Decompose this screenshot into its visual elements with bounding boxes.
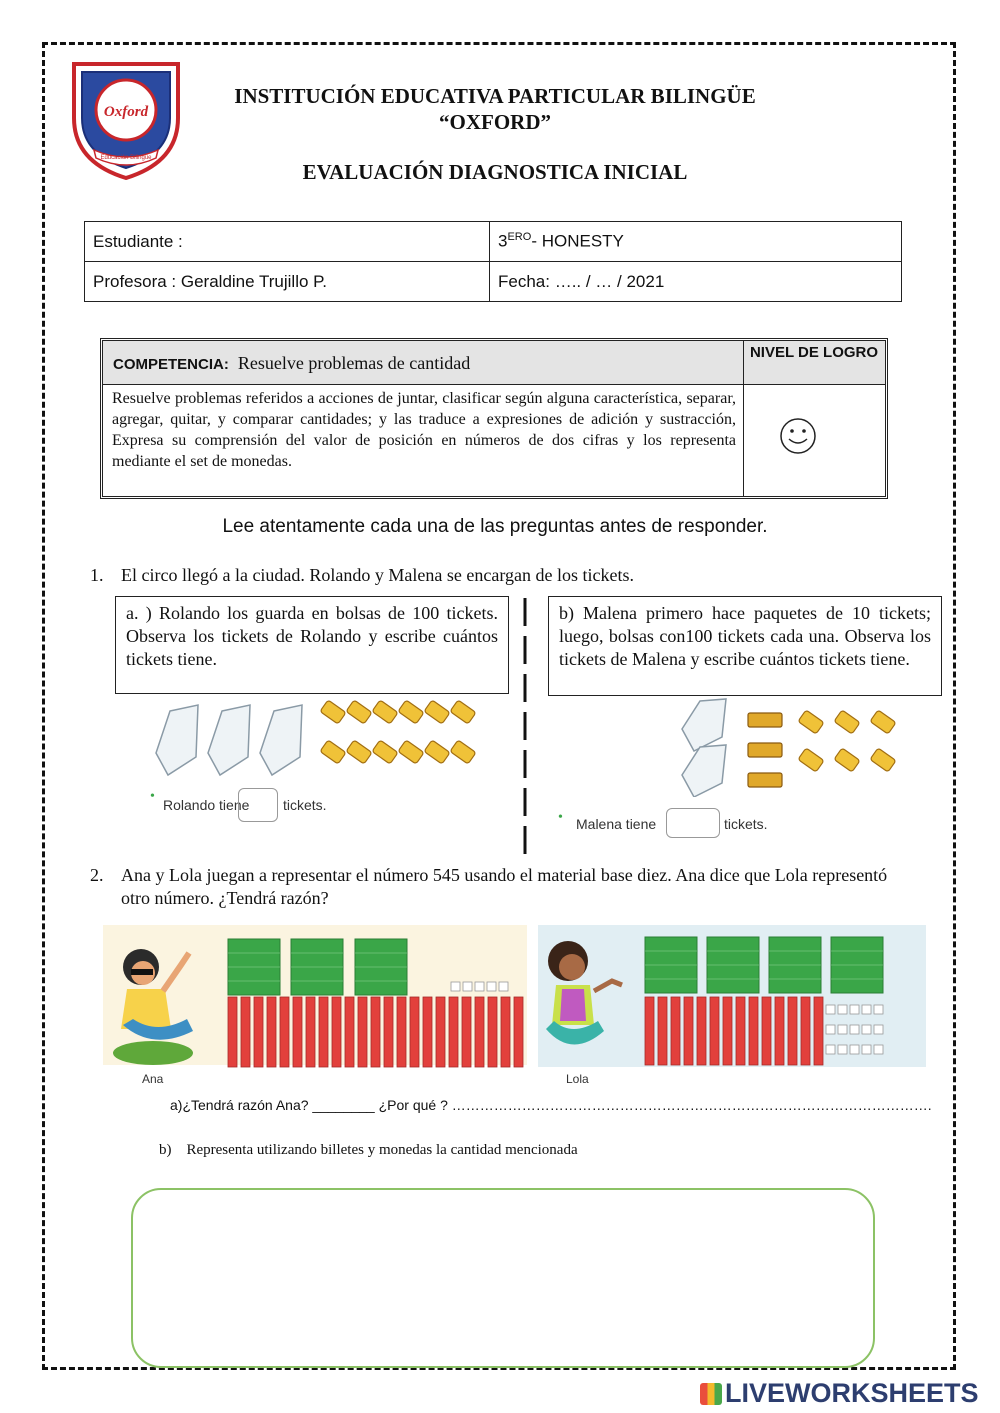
- date-cell[interactable]: [490, 262, 902, 302]
- question-2b-text: b) Representa utilizando billetes y monedas la cantidad mencionada: [159, 1142, 578, 1158]
- rolando-tickets-illustration: [150, 697, 510, 787]
- question-1b-box: [548, 596, 942, 696]
- question-1a-box: [115, 596, 509, 694]
- question-2-text: Ana y Lola juegan a representar el número 545 usando el material base diez. Ana dice que Lola representó otro número. ¿Tendrá razón?: [121, 865, 888, 908]
- tens-rods: [228, 997, 523, 1067]
- ticket-bag-icon: [682, 699, 726, 797]
- question-1a-text: a. ) Rolando los guarda en bolsas de 100 tickets. Observa los tickets de Rolando y escribe cuántos tickets tiene.: [126, 603, 498, 669]
- exam-title: EVALUACIÓN DIAGNOSTICA INICIAL: [302, 160, 688, 184]
- bullet-icon: •: [558, 810, 563, 825]
- logo-text: Oxford: [103, 104, 149, 120]
- lola-base-ten-illustration: [538, 925, 926, 1070]
- question-2a-line[interactable]: a)¿Tendrá razón Ana? ________ ¿Por qué ? ………………………………………………………………………………………….: [170, 1097, 932, 1113]
- teacher-label: Profesora :: [93, 271, 177, 291]
- unit-cubes: [826, 1005, 883, 1054]
- ticket-bag-icon: [156, 705, 302, 775]
- nivel-de-logro-label: NIVEL DE LOGRO: [749, 344, 879, 361]
- competencia-value: Resuelve problemas de cantidad: [237, 353, 471, 373]
- school-logo: [70, 58, 182, 180]
- question-1-number: 1.: [90, 565, 104, 585]
- unit-cubes: [451, 982, 508, 991]
- malena-answer-input[interactable]: [666, 808, 720, 838]
- student-info-table: [84, 221, 902, 302]
- date-label: Fecha: ….. / … / 2021: [498, 271, 665, 291]
- competencia-box: [100, 338, 888, 499]
- school-name-quoted: “OXFORD”: [439, 110, 551, 134]
- ticket-pile: [798, 710, 896, 772]
- question-1-text: El circo llegó a la ciudad. Rolando y Malena se encargan de los tickets.: [121, 565, 634, 585]
- malena-prefix: Malena tiene: [576, 816, 657, 832]
- grade-number: 3: [498, 231, 508, 251]
- rolando-answer-input[interactable]: [238, 788, 278, 822]
- brand-text: LIVEWORKSHEETS: [725, 1378, 979, 1408]
- school-name: INSTITUCIÓN EDUCATIVA PARTICULAR BILINGÜE: [234, 84, 756, 108]
- rolando-suffix: tickets.: [283, 797, 327, 813]
- question-2-number: 2.: [90, 865, 104, 885]
- smiley-icon[interactable]: [778, 416, 818, 456]
- competencia-divider: [743, 341, 744, 496]
- instruction-text: Lee atentamente cada una de las preguntas antes de responder.: [222, 516, 768, 537]
- lola-label: Lola: [566, 1072, 589, 1086]
- malena-suffix: tickets.: [724, 816, 768, 832]
- ticket-pile: [320, 700, 476, 764]
- column-divider: [520, 598, 530, 863]
- grade-superscript: ERO: [507, 231, 532, 244]
- answer-drawing-area[interactable]: [131, 1188, 875, 1368]
- ticket-packs: [748, 713, 782, 787]
- grade-section: - HONESTY: [531, 231, 624, 251]
- competencia-description: Resuelve problemas referidos a acciones de juntar, clasificar según alguna característica, separar, agregar, quitar, y comparar cantidades; y las traduce a expresiones de adición y sustracción, Expresa su comprensión del valor de posición en números de dos cifras y los representa mediante el set de monedas.: [112, 390, 736, 470]
- ana-label: Ana: [142, 1072, 164, 1086]
- student-cell[interactable]: [85, 222, 490, 262]
- student-label: Estudiante :: [93, 231, 183, 251]
- logo-motto: Educación Bilingüe: [100, 155, 152, 161]
- ana-base-ten-illustration: [103, 925, 527, 1090]
- teacher-name: Geraldine Trujillo P.: [176, 271, 328, 291]
- malena-tickets-illustration: [660, 697, 920, 797]
- brand-logo-icon: [700, 1383, 722, 1405]
- liveworksheets-brand: [700, 1378, 979, 1409]
- teacher-cell: [85, 262, 490, 302]
- bullet-icon: •: [150, 789, 155, 804]
- grade-cell: [490, 222, 902, 262]
- question-1b-text: b) Malena primero hace paquetes de 10 tickets; luego, bolsas con100 tickets cada una. Observa los tickets de Malena y escribe cuántos tickets tiene.: [559, 603, 931, 669]
- competencia-title: [113, 353, 470, 374]
- rolando-prefix: Rolando tiene: [163, 797, 250, 813]
- competencia-label: COMPETENCIA:: [113, 356, 229, 373]
